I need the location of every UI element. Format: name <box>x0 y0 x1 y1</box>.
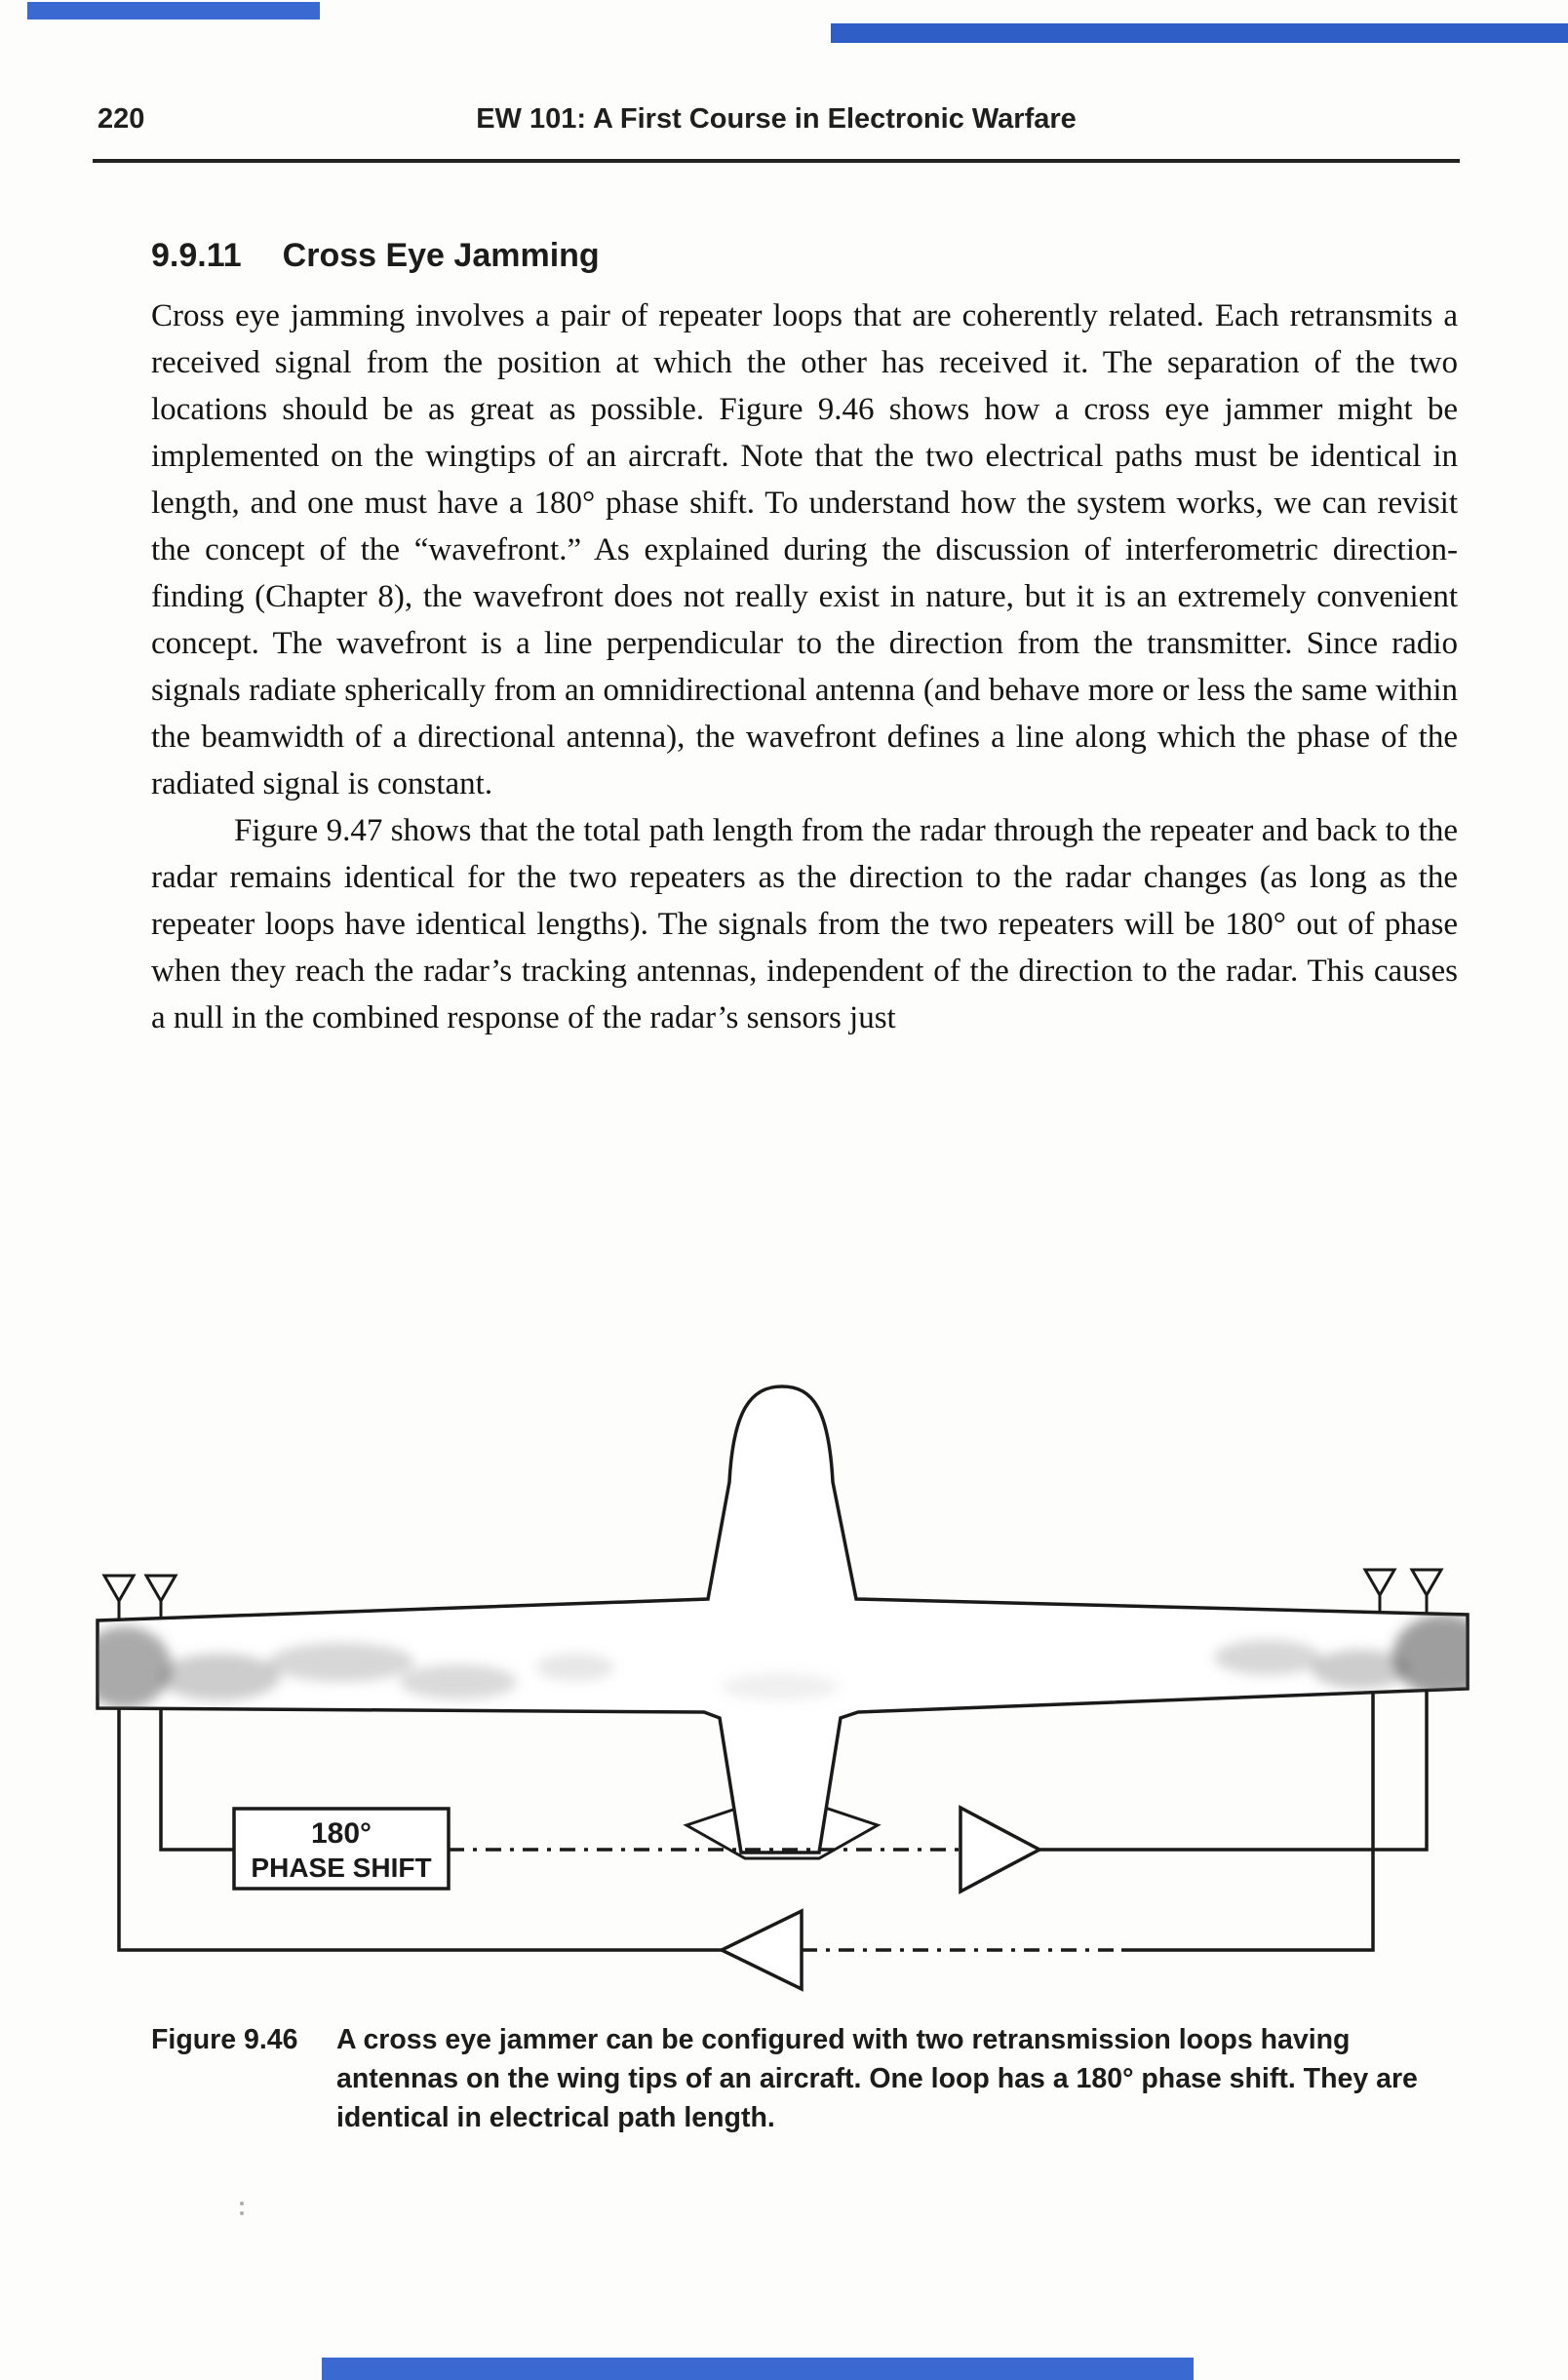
wire-left-to-phase-shift <box>161 1710 234 1850</box>
antenna-icon-left-outer <box>104 1576 134 1620</box>
amplifier-left-icon <box>722 1911 802 1989</box>
wire-amp-to-right <box>1039 1690 1427 1850</box>
section-number: 9.9.11 <box>151 237 242 274</box>
header-rule <box>93 159 1460 163</box>
section-title: Cross Eye Jamming <box>282 237 600 274</box>
figure-caption <box>151 2020 1453 2137</box>
scan-artifact-top-left <box>27 2 320 20</box>
wire-bottom-right <box>1121 1693 1373 1950</box>
paragraph-1: Cross eye jamming involves a pair of repeater loops that are coherently related. Each retransmits a received signal from the position at which the other has received it. The separation of the two locations should be as great as possible. Figure 9.46 shows how a cross eye jammer might be implemented on the wingtips of an aircraft. Note that the two electrical paths must be identical in length, and one must have a 180° phase shift. To understand how the system works, we can revisit the concept of the “wavefront.” As explained during the discussion of interferometric direction-finding (Chapter 8), the wavefront does not really exist in nature, but it is an extremely convenient concept. The wavefront is a line perpendicular to the direction from the transmitter. Since radio signals radiate spherically from an omnidirectional antenna (and behave more or less the same within the beamwidth of a directional antenna), the wavefront defines a line along which the phase of the radiated signal is constant. <box>151 298 1458 801</box>
antenna-icon-left-inner <box>146 1576 176 1619</box>
paragraph-2: Figure 9.47 shows that the total path length from the radar through the repeater and back to the radar remains identical for the two repeaters as the direction to the radar changes (as long as the repeater loops have identical lengths). The signals from the two repeaters will be 180° out of phase when they reach the radar’s tracking antennas, independent of the direction to the radar. This causes a null in the combined response of the radar’s sensors just <box>151 813 1458 1035</box>
phase-shift-box <box>234 1809 449 1889</box>
antenna-icon-right-outer <box>1412 1570 1441 1614</box>
aircraft-silhouette <box>98 1386 1468 1853</box>
amplifier-right-icon <box>960 1808 1039 1892</box>
phase-shift-label-line1: 180° <box>310 1817 372 1850</box>
cross-eye-jammer-diagram <box>0 1365 1568 2009</box>
phase-shift-label-line2: PHASE SHIFT <box>251 1853 432 1883</box>
figure-caption-text: A cross eye jammer can be configured with two retransmission loops having antennas on the wing tips of an aircraft. One loop has a 180° phase shift. They are identical in electrical path length. <box>336 2024 1418 2133</box>
figure-caption-label: Figure 9.46 <box>151 2024 298 2055</box>
scan-artifact-bottom <box>322 2358 1194 2380</box>
scan-artifact-top-right <box>831 23 1568 43</box>
running-header-title: EW 101: A First Course in Electronic Warfare <box>476 103 1077 135</box>
body-text <box>151 293 1458 1041</box>
page-number: 220 <box>98 103 145 135</box>
section-heading <box>151 237 600 275</box>
figure-9-46 <box>0 1365 1568 2009</box>
scan-speck <box>240 2202 244 2205</box>
antenna-icon-right-inner <box>1365 1570 1394 1613</box>
